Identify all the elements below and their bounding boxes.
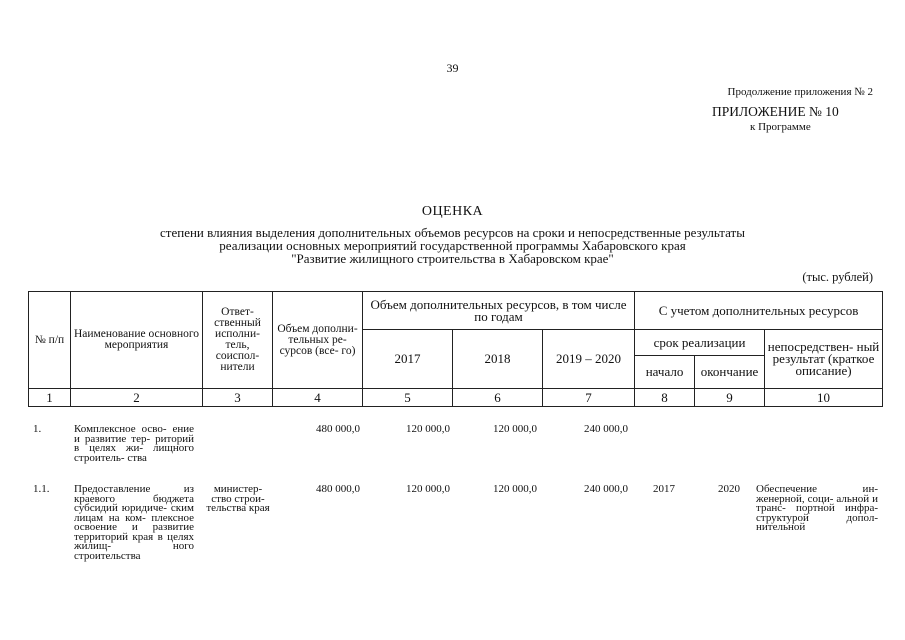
subtitle-line-1: степени влияния выделения дополнительных объемов ресурсов на сроки и непосредственные результаты: [160, 225, 745, 240]
header-num: № п/п: [29, 292, 71, 389]
column-number: 4: [273, 389, 363, 407]
row-name: Предоставление из краевого бюджета субсидий юридиче- ским лицам на ком- плексное освоение и развитие территорий края в целях жилищ- ного строительства: [74, 483, 194, 562]
row-2018: 120 000,0: [493, 483, 537, 495]
column-number: 1: [29, 389, 71, 407]
header-end: окончание: [695, 356, 765, 389]
header-term: срок реализации: [635, 330, 765, 356]
column-number: 7: [543, 389, 635, 407]
header-executor: Ответ- ственный исполни- тель, соиспол- нители: [203, 292, 273, 389]
column-number: 9: [695, 389, 765, 407]
header-year-2017: 2017: [363, 330, 453, 389]
row-2019-2020: 240 000,0: [584, 483, 628, 495]
row-number: 1.: [33, 423, 42, 435]
row-2017: 120 000,0: [406, 483, 450, 495]
header-year-2019-2020: 2019 – 2020: [543, 330, 635, 389]
header-name: Наименование основного мероприятия: [71, 292, 203, 389]
row-executor: министер- ство строи- тельства края: [206, 483, 270, 514]
header-year-2018: 2018: [453, 330, 543, 389]
page-number: 39: [446, 61, 459, 75]
row-2017: 120 000,0: [406, 423, 450, 435]
column-number: 8: [635, 389, 695, 407]
row-2019-2020: 240 000,0: [584, 423, 628, 435]
subtitle-line-3: "Развитие жилищного строительства в Хабаровском крае": [291, 251, 614, 266]
column-number: 10: [765, 389, 883, 407]
header-start: начало: [635, 356, 695, 389]
row-total: 480 000,0: [316, 483, 360, 495]
document-title: ОЦЕНКА: [421, 204, 484, 219]
header-result: непосредствен- ный результат (краткое описание): [765, 330, 883, 389]
header-additional-resources: Объем дополнительных ресурсов, в том числе по годам: [363, 292, 635, 330]
row-name: Комплексное осво- ение и развитие тер- риторий в целях жи- лищного строитель- ства: [74, 423, 194, 464]
assessment-table: [28, 291, 883, 407]
column-numbers-row: [29, 389, 883, 407]
column-number: 2: [71, 389, 203, 407]
row-end: 2020: [718, 483, 740, 495]
header-considering-resources: С учетом дополнительных ресурсов: [635, 292, 883, 330]
row-2018: 120 000,0: [493, 423, 537, 435]
row-total: 480 000,0: [316, 423, 360, 435]
row-number: 1.1.: [33, 483, 50, 495]
units-label: (тыс. рублей): [802, 270, 873, 284]
row-result: Обеспечение ин- женерной, соци- альной и транс- портной инфра- структурой допол- нительной: [756, 483, 878, 533]
column-number: 6: [453, 389, 543, 407]
header-volume: Объем дополни- тельных ре- сурсов (все- го): [273, 292, 363, 389]
appendix-title: ПРИЛОЖЕНИЕ № 10: [712, 104, 839, 119]
column-number: 3: [203, 389, 273, 407]
column-number: 5: [363, 389, 453, 407]
appendix-subtitle: к Программе: [750, 121, 811, 133]
subtitle-line-2: реализации основных мероприятий государственной программы Хабаровского края: [219, 238, 686, 253]
continuation-note: Продолжение приложения № 2: [727, 86, 873, 98]
row-start: 2017: [653, 483, 675, 495]
